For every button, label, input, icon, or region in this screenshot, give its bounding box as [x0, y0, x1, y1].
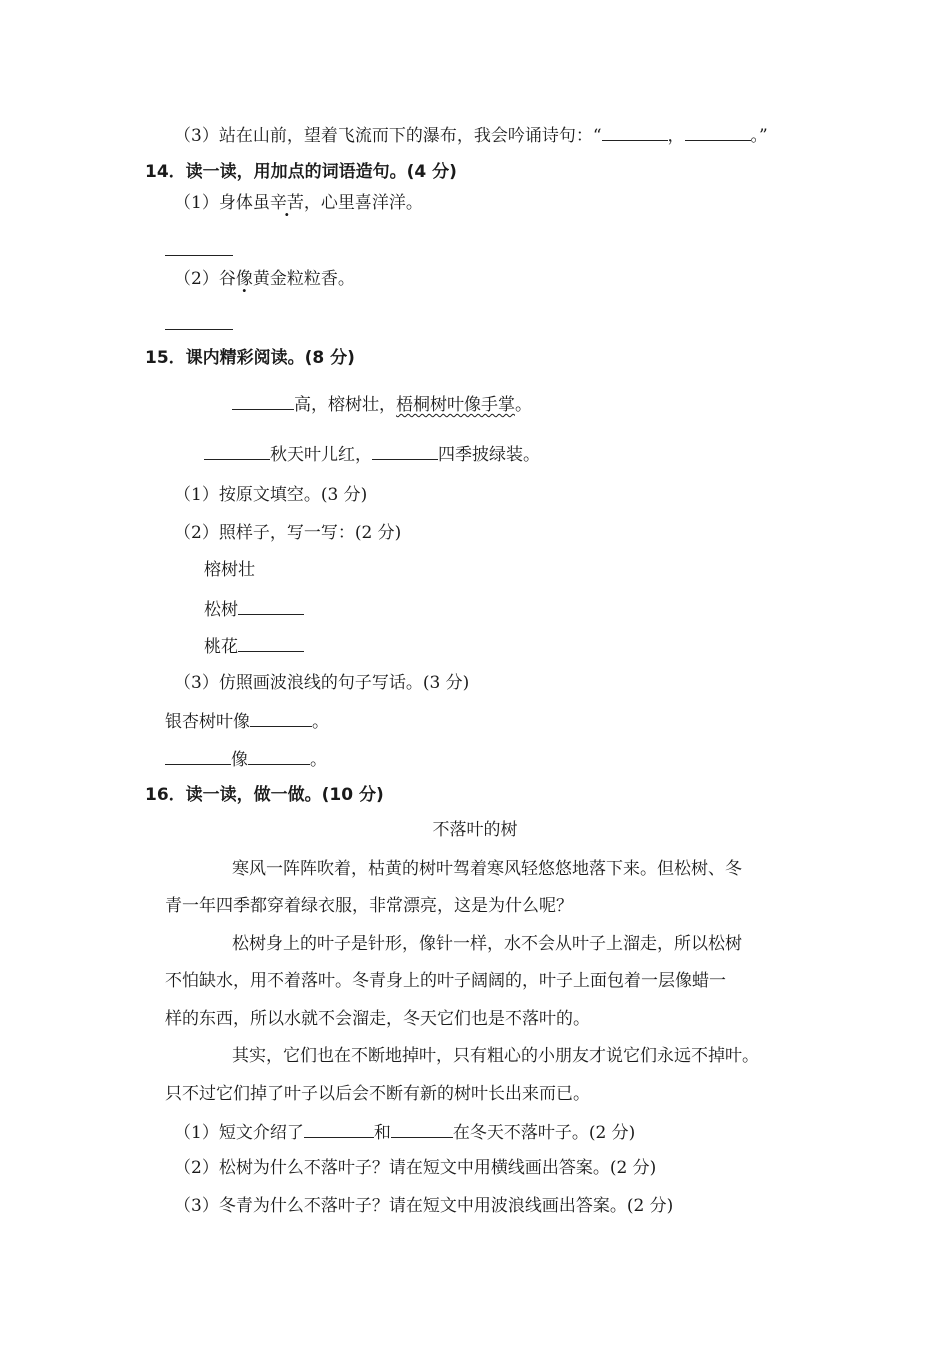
q15-pine-label: 松树	[204, 600, 238, 620]
q15-ginkgo	[165, 708, 329, 734]
q15-line1	[232, 391, 532, 417]
q15-pine	[204, 596, 304, 622]
q14-item2-a: （2）谷	[174, 269, 236, 289]
answer-blank[interactable]	[248, 746, 310, 765]
q13-item3-text: （3）站在山前，望着飞流而下的瀑布，我会吟诵诗句：“	[174, 126, 602, 146]
q14-answer-line-2[interactable]	[165, 329, 233, 330]
article-p3-l2: 只不过它们掉了叶子以后会不断有新的树叶长出来而已。	[165, 1084, 590, 1104]
article-p1-l1: 寒风一阵阵吹着，枯黄的树叶驾着寒风轻悠悠地落下来。但松树、冬	[232, 859, 742, 879]
q15-line2-a: 秋天叶儿红，	[270, 445, 372, 465]
article-title: 不落叶的树	[432, 820, 518, 840]
q13-comma: ，	[667, 126, 685, 146]
q16-item1-b: 和	[373, 1123, 391, 1143]
q15-period-2: 。	[310, 750, 327, 770]
answer-blank[interactable]	[238, 596, 304, 615]
q15-item2: （2）照样子，写一写：(2 分)	[174, 523, 402, 543]
q15-period: 。	[312, 712, 329, 732]
q16-item1-c: 在冬天不落叶子。(2 分)	[452, 1123, 636, 1143]
q15-item1: （1）按原文填空。(3 分)	[174, 485, 368, 505]
q15-wavy-sentence: 梧桐树叶像手掌	[396, 395, 515, 415]
answer-blank[interactable]	[165, 746, 231, 765]
q14-item2-dotted: 像	[235, 269, 253, 289]
answer-blank[interactable]	[250, 708, 312, 727]
q14-item2	[174, 267, 355, 291]
answer-blank[interactable]	[602, 122, 668, 141]
q16-item2: （2）松树为什么不落叶子？请在短文中用横线画出答案。(2 分)	[174, 1158, 657, 1178]
q16-title: 16．读一读，做一做。(10 分)	[145, 785, 384, 805]
answer-blank[interactable]	[304, 1119, 374, 1138]
q14-item1-dotted: 辛苦	[269, 193, 304, 213]
q16-item3: （3）冬青为什么不落叶子？请在短文中用波浪线画出答案。(2 分)	[174, 1196, 674, 1216]
answer-blank[interactable]	[685, 122, 751, 141]
q15-example: 榕树壮	[204, 560, 255, 580]
article-p2-l1: 松树身上的叶子是针形，像针一样，水不会从叶子上溜走，所以松树	[232, 934, 742, 954]
q15-ginkgo-label: 银杏树叶像	[165, 712, 250, 732]
q13-item3	[174, 122, 768, 148]
article-p2-l3: 样的东西，所以水就不会溜走，冬天它们也是不落叶的。	[165, 1009, 590, 1029]
q15-item3: （3）仿照画波浪线的句子写话。(3 分)	[174, 673, 470, 693]
q14-item1-a: （1）身体虽	[174, 193, 270, 213]
q15-xiang: 像	[231, 750, 248, 770]
q14-answer-line-1[interactable]	[165, 255, 233, 256]
q16-item1	[174, 1119, 635, 1145]
q14-item1	[174, 191, 423, 215]
q14-item1-c: ，心里喜洋洋。	[303, 193, 423, 213]
answer-blank[interactable]	[204, 441, 270, 460]
q15-title: 15．课内精彩阅读。(8 分)	[145, 348, 355, 368]
answer-blank[interactable]	[391, 1119, 453, 1138]
q13-end: 。”	[750, 126, 768, 146]
q14-title: 14．读一读，用加点的词语造句。(4 分)	[145, 162, 457, 182]
q14-item2-c: 黄金粒粒香。	[252, 269, 355, 289]
answer-blank[interactable]	[372, 441, 438, 460]
q15-free-sentence	[165, 746, 327, 772]
article-p1-l2: 青一年四季都穿着绿衣服，非常漂亮，这是为什么呢？	[165, 896, 573, 916]
article-p3-l1: 其实，它们也在不断地掉叶，只有粗心的小朋友才说它们永远不掉叶。	[232, 1046, 759, 1066]
q15-line2-b: 四季披绿装。	[438, 445, 540, 465]
q15-peach	[204, 633, 304, 659]
answer-blank[interactable]	[238, 633, 304, 652]
q15-peach-label: 桃花	[204, 637, 238, 657]
article-p2-l2: 不怕缺水，用不着落叶。冬青身上的叶子阔阔的，叶子上面包着一层像蜡一	[165, 971, 726, 991]
q15-line1-a: 高，榕树壮，	[294, 395, 396, 415]
answer-blank[interactable]	[232, 391, 294, 410]
q16-item1-a: （1）短文介绍了	[174, 1123, 304, 1143]
q15-line2	[204, 441, 540, 467]
q15-line1-c: 。	[515, 395, 532, 415]
